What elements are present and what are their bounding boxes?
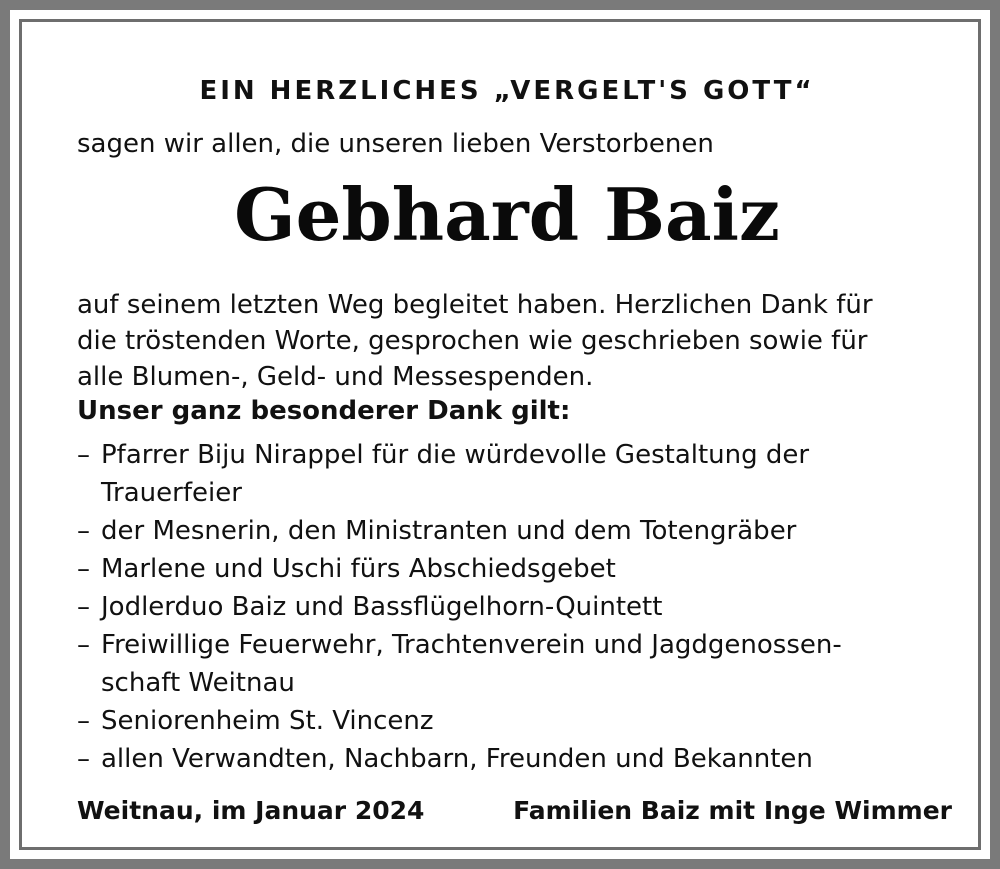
list-item-line: der Mesnerin, den Ministranten und dem Totengräber [101,516,797,546]
paragraph-line: alle Blumen-, Geld- und Messespenden. [77,362,594,392]
frame-border [19,19,981,850]
list-item-line: schaft Weitnau [101,668,295,698]
list-item-line: Seniorenheim St. Vincenz [101,706,434,736]
paragraph-line: auf seinem letzten Weg begleitet haben. Herzlichen Dank für [77,290,873,320]
list-dash: – [77,630,90,660]
list-item [77,436,842,512]
intro-text: sagen wir allen, die unseren lieben Verstorbenen [77,129,714,159]
special-thanks-heading: Unser ganz besonderer Dank gilt: [77,396,571,426]
list-dash: – [77,744,90,774]
list-item [77,626,842,702]
list-item [77,740,842,778]
deceased-name: Gebhard Baiz [234,172,780,257]
list-item [77,702,842,740]
list-dash: – [77,440,90,470]
list-item [77,550,842,588]
list-item-line: Jodlerduo Baiz und Bassflügelhorn-Quintett [101,592,663,622]
list-item-line: Freiwillige Feuerwehr, Trachtenverein und Jagdgenossen- [101,630,842,660]
thanks-list [77,436,842,778]
list-item-line: Marlene und Uschi fürs Abschiedsgebet [101,554,616,584]
list-dash: – [77,516,90,546]
family-signature: Familien Baiz mit Inge Wimmer [513,796,952,825]
list-item-line: Trauerfeier [101,478,242,508]
list-dash: – [77,706,90,736]
paragraph-line: die tröstenden Worte, gesprochen wie geschrieben sowie für [77,326,868,356]
list-item [77,512,842,550]
place-date: Weitnau, im Januar 2024 [77,796,425,825]
thanks-paragraph [77,287,873,395]
list-dash: – [77,592,90,622]
list-item [77,588,842,626]
list-item-line: allen Verwandten, Nachbarn, Freunden und Bekannten [101,744,813,774]
list-dash: – [77,554,90,584]
notice-headline: EIN HERZLICHES „VERGELT'S GOTT“ [199,76,815,106]
inner-frame [10,10,990,859]
list-item-line: Pfarrer Biju Nirappel für die würdevolle Gestaltung der [101,440,810,470]
